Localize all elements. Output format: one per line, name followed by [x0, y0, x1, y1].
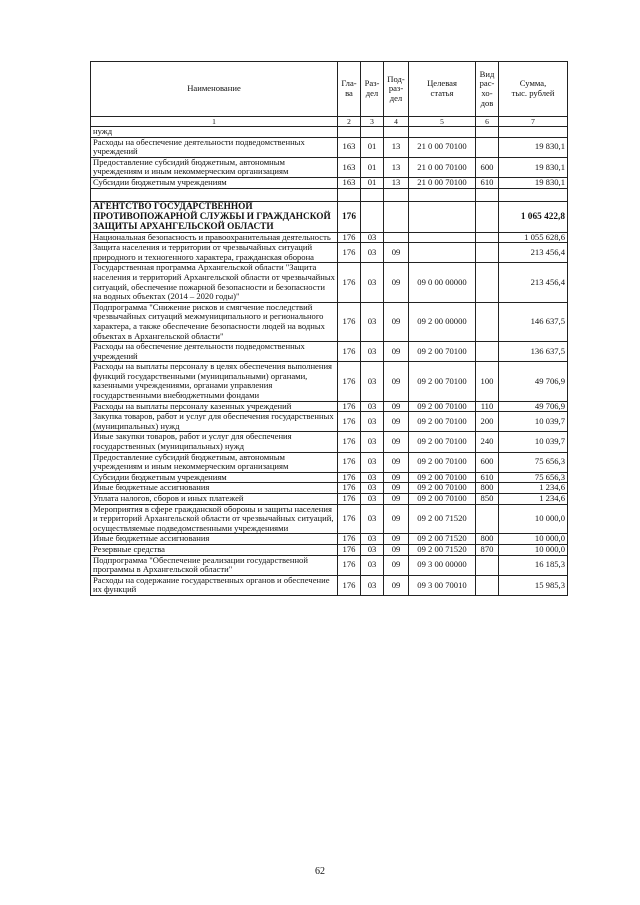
- cell-name: Иные бюджетные ассигнования: [91, 534, 338, 545]
- cell-expense-type: [476, 188, 499, 201]
- cell-name: АГЕНТСТВО ГОСУДАРСТВЕННОЙ ПРОТИВОПОЖАРНОЙ СЛУЖБЫ И ГРАЖДАНСКОЙ ЗАЩИТЫ АРХАНГЕЛЬСКОЙ ОБЛАСТИ: [91, 201, 338, 232]
- cell-sum: 1 234,6: [499, 483, 568, 494]
- cell-sum: 19 830,1: [499, 137, 568, 157]
- cell-target-article: 09 2 00 00000: [409, 302, 476, 341]
- cell-name: Иные закупки товаров, работ и услуг для обеспечения государственных (муниципальных) нужд: [91, 432, 338, 452]
- header-sum: Сумма, тыс. рублей: [499, 62, 568, 117]
- table-row: [91, 534, 568, 545]
- cell-section: [361, 201, 384, 232]
- cell-section: 03: [361, 555, 384, 575]
- table-row: [91, 555, 568, 575]
- table-row: [91, 263, 568, 302]
- cell-section: [361, 127, 384, 138]
- cell-subsection: [384, 188, 409, 201]
- cell-chapter: 176: [338, 555, 361, 575]
- cell-expense-type: [476, 263, 499, 302]
- table-row: [91, 342, 568, 362]
- cell-expense-type: 610: [476, 472, 499, 483]
- cell-name: Расходы на выплаты персоналу казенных учреждений: [91, 401, 338, 412]
- cell-expense-type: 100: [476, 362, 499, 401]
- table-row: [91, 137, 568, 157]
- cell-chapter: 163: [338, 157, 361, 177]
- cell-subsection: 09: [384, 412, 409, 432]
- cell-expense-type: [476, 504, 499, 534]
- cell-section: 03: [361, 504, 384, 534]
- cell-sum: 213 456,4: [499, 263, 568, 302]
- header-row: [91, 62, 568, 117]
- cell-expense-type: [476, 575, 499, 595]
- cell-sum: 16 185,3: [499, 555, 568, 575]
- cell-name: Расходы на содержание государственных органов и обеспечение их функций: [91, 575, 338, 595]
- header-target-article: Целевая статья: [409, 62, 476, 117]
- table-body: [91, 127, 568, 596]
- table-row: [91, 243, 568, 263]
- cell-sum: [499, 188, 568, 201]
- cell-subsection: 09: [384, 472, 409, 483]
- cell-section: 01: [361, 157, 384, 177]
- page-number: 62: [315, 866, 325, 877]
- cell-expense-type: 850: [476, 494, 499, 505]
- cell-expense-type: 610: [476, 177, 499, 188]
- cell-target-article: [409, 188, 476, 201]
- cell-name: Подпрограмма "Обеспечение реализации государственной программы в Архангельской области": [91, 555, 338, 575]
- cell-section: 03: [361, 243, 384, 263]
- cell-expense-type: [476, 302, 499, 341]
- cell-chapter: 176: [338, 412, 361, 432]
- cell-section: 01: [361, 137, 384, 157]
- cell-section: 03: [361, 494, 384, 505]
- cell-expense-type: [476, 342, 499, 362]
- cell-sum: 1 055 628,6: [499, 232, 568, 243]
- cell-subsection: 09: [384, 575, 409, 595]
- cell-target-article: 09 2 00 70100: [409, 401, 476, 412]
- cell-chapter: 163: [338, 137, 361, 157]
- cell-sum: 10 000,0: [499, 534, 568, 545]
- cell-target-article: 09 2 00 70100: [409, 412, 476, 432]
- cell-chapter: 176: [338, 575, 361, 595]
- cell-name: нужд: [91, 127, 338, 138]
- cell-section: 03: [361, 263, 384, 302]
- cell-expense-type: 870: [476, 544, 499, 555]
- table-row: [91, 401, 568, 412]
- cell-chapter: 176: [338, 342, 361, 362]
- cell-name: Расходы на обеспечение деятельности подведомственных учреждений: [91, 137, 338, 157]
- cell-sum: 146 637,5: [499, 302, 568, 341]
- cell-section: 03: [361, 401, 384, 412]
- header-section: Раз- дел: [361, 62, 384, 117]
- table-row: [91, 452, 568, 472]
- table-row: [91, 232, 568, 243]
- cell-name: Предоставление субсидий бюджетным, автономным учреждениям и иным некоммерческим организациям: [91, 157, 338, 177]
- column-number: 4: [384, 117, 409, 127]
- table-row: [91, 472, 568, 483]
- cell-section: 03: [361, 483, 384, 494]
- cell-sum: 15 985,3: [499, 575, 568, 595]
- column-number-row: [91, 117, 568, 127]
- column-number: 7: [499, 117, 568, 127]
- table-row: [91, 544, 568, 555]
- cell-name: Иные бюджетные ассигнования: [91, 483, 338, 494]
- cell-target-article: [409, 232, 476, 243]
- cell-sum: 213 456,4: [499, 243, 568, 263]
- cell-expense-type: [476, 243, 499, 263]
- cell-section: 03: [361, 452, 384, 472]
- cell-name: Субсидии бюджетным учреждениям: [91, 177, 338, 188]
- table-row: [91, 201, 568, 232]
- cell-subsection: [384, 201, 409, 232]
- cell-section: 03: [361, 412, 384, 432]
- cell-name: [91, 188, 338, 201]
- table-row: [91, 494, 568, 505]
- cell-target-article: 09 2 00 70100: [409, 452, 476, 472]
- cell-sum: 10 039,7: [499, 412, 568, 432]
- table-row: [91, 575, 568, 595]
- cell-target-article: 09 2 00 70100: [409, 472, 476, 483]
- cell-chapter: 176: [338, 232, 361, 243]
- cell-expense-type: 800: [476, 483, 499, 494]
- cell-sum: 19 830,1: [499, 177, 568, 188]
- column-number: 6: [476, 117, 499, 127]
- cell-target-article: [409, 201, 476, 232]
- cell-chapter: 176: [338, 494, 361, 505]
- cell-subsection: 09: [384, 342, 409, 362]
- cell-subsection: 09: [384, 243, 409, 263]
- cell-chapter: 176: [338, 452, 361, 472]
- cell-target-article: 21 0 00 70100: [409, 137, 476, 157]
- column-number: 3: [361, 117, 384, 127]
- cell-name: Резервные средства: [91, 544, 338, 555]
- cell-subsection: 13: [384, 157, 409, 177]
- cell-name: Расходы на выплаты персоналу в целях обеспечения выполнения функций государственными (муниципальными) органами, казенными учреждениями, органами управления государственными внебюджетными фондами: [91, 362, 338, 401]
- cell-section: 03: [361, 432, 384, 452]
- cell-target-article: [409, 243, 476, 263]
- cell-sum: 19 830,1: [499, 157, 568, 177]
- cell-section: 03: [361, 362, 384, 401]
- cell-chapter: 176: [338, 201, 361, 232]
- cell-sum: 75 656,3: [499, 472, 568, 483]
- cell-name: Мероприятия в сфере гражданской обороны и защиты населения и территорий Архангельской области от чрезвычайных ситуаций, осуществляемые подведомственными учреждениями: [91, 504, 338, 534]
- cell-name: Государственная программа Архангельской области "Защита населения и территорий Архангельской области от чрезвычайных ситуаций, обеспечение пожарной безопасности и безопасности на водных объектах (2014 – 2020 годы)": [91, 263, 338, 302]
- cell-chapter: 176: [338, 401, 361, 412]
- cell-sum: 10 000,0: [499, 544, 568, 555]
- cell-sum: 75 656,3: [499, 452, 568, 472]
- cell-section: 03: [361, 544, 384, 555]
- cell-sum: 10 000,0: [499, 504, 568, 534]
- cell-name: Защита населения и территории от чрезвычайных ситуаций природного и техногенного характера, гражданская оборона: [91, 243, 338, 263]
- cell-name: Расходы на обеспечение деятельности подведомственных учреждений: [91, 342, 338, 362]
- cell-sum: 10 039,7: [499, 432, 568, 452]
- cell-section: [361, 188, 384, 201]
- cell-name: Уплата налогов, сборов и иных платежей: [91, 494, 338, 505]
- cell-subsection: 09: [384, 432, 409, 452]
- cell-chapter: 176: [338, 472, 361, 483]
- cell-chapter: 176: [338, 432, 361, 452]
- cell-sum: 1 234,6: [499, 494, 568, 505]
- cell-subsection: 09: [384, 544, 409, 555]
- table-row: [91, 177, 568, 188]
- cell-expense-type: [476, 137, 499, 157]
- cell-expense-type: 600: [476, 157, 499, 177]
- cell-subsection: 09: [384, 452, 409, 472]
- table-row: [91, 157, 568, 177]
- cell-name: Подпрограмма "Снижение рисков и смягчение последствий чрезвычайных ситуаций межмуниципального и регионального характера, а также обеспечение безопасности людей на водных объектах в Архангельской области": [91, 302, 338, 341]
- cell-sum: 136 637,5: [499, 342, 568, 362]
- cell-target-article: 09 0 00 00000: [409, 263, 476, 302]
- header-subsection: Под- раз- дел: [384, 62, 409, 117]
- cell-expense-type: 110: [476, 401, 499, 412]
- cell-section: 03: [361, 342, 384, 362]
- cell-expense-type: 800: [476, 534, 499, 545]
- cell-subsection: 09: [384, 494, 409, 505]
- table-row: [91, 412, 568, 432]
- table-row: [91, 188, 568, 201]
- header-name: Наименование: [91, 62, 338, 117]
- cell-sum: [499, 127, 568, 138]
- cell-chapter: [338, 188, 361, 201]
- cell-chapter: 176: [338, 302, 361, 341]
- table-row: [91, 483, 568, 494]
- cell-chapter: 163: [338, 177, 361, 188]
- cell-name: Субсидии бюджетным учреждениям: [91, 472, 338, 483]
- cell-target-article: 21 0 00 70100: [409, 157, 476, 177]
- cell-subsection: 09: [384, 483, 409, 494]
- cell-target-article: 09 2 00 71520: [409, 534, 476, 545]
- cell-subsection: 09: [384, 534, 409, 545]
- cell-chapter: 176: [338, 544, 361, 555]
- table-row: [91, 504, 568, 534]
- cell-name: Национальная безопасность и правоохранительная деятельность: [91, 232, 338, 243]
- cell-expense-type: [476, 127, 499, 138]
- cell-chapter: 176: [338, 534, 361, 545]
- table-row: [91, 362, 568, 401]
- cell-name: Предоставление субсидий бюджетным, автономным учреждениям и иным некоммерческим организациям: [91, 452, 338, 472]
- cell-subsection: [384, 127, 409, 138]
- cell-target-article: 09 2 00 70100: [409, 342, 476, 362]
- column-number: 5: [409, 117, 476, 127]
- cell-subsection: 09: [384, 263, 409, 302]
- cell-target-article: 09 2 00 70100: [409, 494, 476, 505]
- cell-target-article: 09 2 00 70100: [409, 483, 476, 494]
- cell-chapter: 176: [338, 504, 361, 534]
- budget-table: [90, 61, 568, 596]
- cell-section: 03: [361, 575, 384, 595]
- cell-target-article: 09 2 00 70100: [409, 432, 476, 452]
- cell-section: 01: [361, 177, 384, 188]
- cell-subsection: 13: [384, 137, 409, 157]
- cell-subsection: 09: [384, 302, 409, 341]
- cell-subsection: 13: [384, 177, 409, 188]
- cell-chapter: [338, 127, 361, 138]
- cell-subsection: [384, 232, 409, 243]
- table-row: [91, 432, 568, 452]
- cell-chapter: 176: [338, 243, 361, 263]
- cell-subsection: 09: [384, 504, 409, 534]
- cell-section: 03: [361, 534, 384, 545]
- column-number: 1: [91, 117, 338, 127]
- cell-chapter: 176: [338, 483, 361, 494]
- cell-target-article: 09 2 00 71520: [409, 504, 476, 534]
- cell-target-article: 09 3 00 00000: [409, 555, 476, 575]
- column-number: 2: [338, 117, 361, 127]
- cell-expense-type: [476, 555, 499, 575]
- cell-section: 03: [361, 232, 384, 243]
- cell-section: 03: [361, 472, 384, 483]
- cell-chapter: 176: [338, 362, 361, 401]
- cell-target-article: 09 2 00 71520: [409, 544, 476, 555]
- header-expense-type: Вид рас- хо- дов: [476, 62, 499, 117]
- cell-sum: 49 706,9: [499, 362, 568, 401]
- cell-name: Закупка товаров, работ и услуг для обеспечения государственных (муниципальных) нужд: [91, 412, 338, 432]
- cell-target-article: 21 0 00 70100: [409, 177, 476, 188]
- cell-expense-type: 240: [476, 432, 499, 452]
- cell-target-article: 09 2 00 70100: [409, 362, 476, 401]
- cell-expense-type: 600: [476, 452, 499, 472]
- cell-expense-type: [476, 232, 499, 243]
- cell-subsection: 09: [384, 362, 409, 401]
- cell-target-article: 09 3 00 70010: [409, 575, 476, 595]
- header-chapter: Гла- ва: [338, 62, 361, 117]
- cell-sum: 49 706,9: [499, 401, 568, 412]
- table-row: [91, 302, 568, 341]
- cell-subsection: 09: [384, 555, 409, 575]
- table-row: [91, 127, 568, 138]
- cell-expense-type: 200: [476, 412, 499, 432]
- cell-sum: 1 065 422,8: [499, 201, 568, 232]
- cell-expense-type: [476, 201, 499, 232]
- cell-section: 03: [361, 302, 384, 341]
- cell-chapter: 176: [338, 263, 361, 302]
- cell-target-article: [409, 127, 476, 138]
- cell-subsection: 09: [384, 401, 409, 412]
